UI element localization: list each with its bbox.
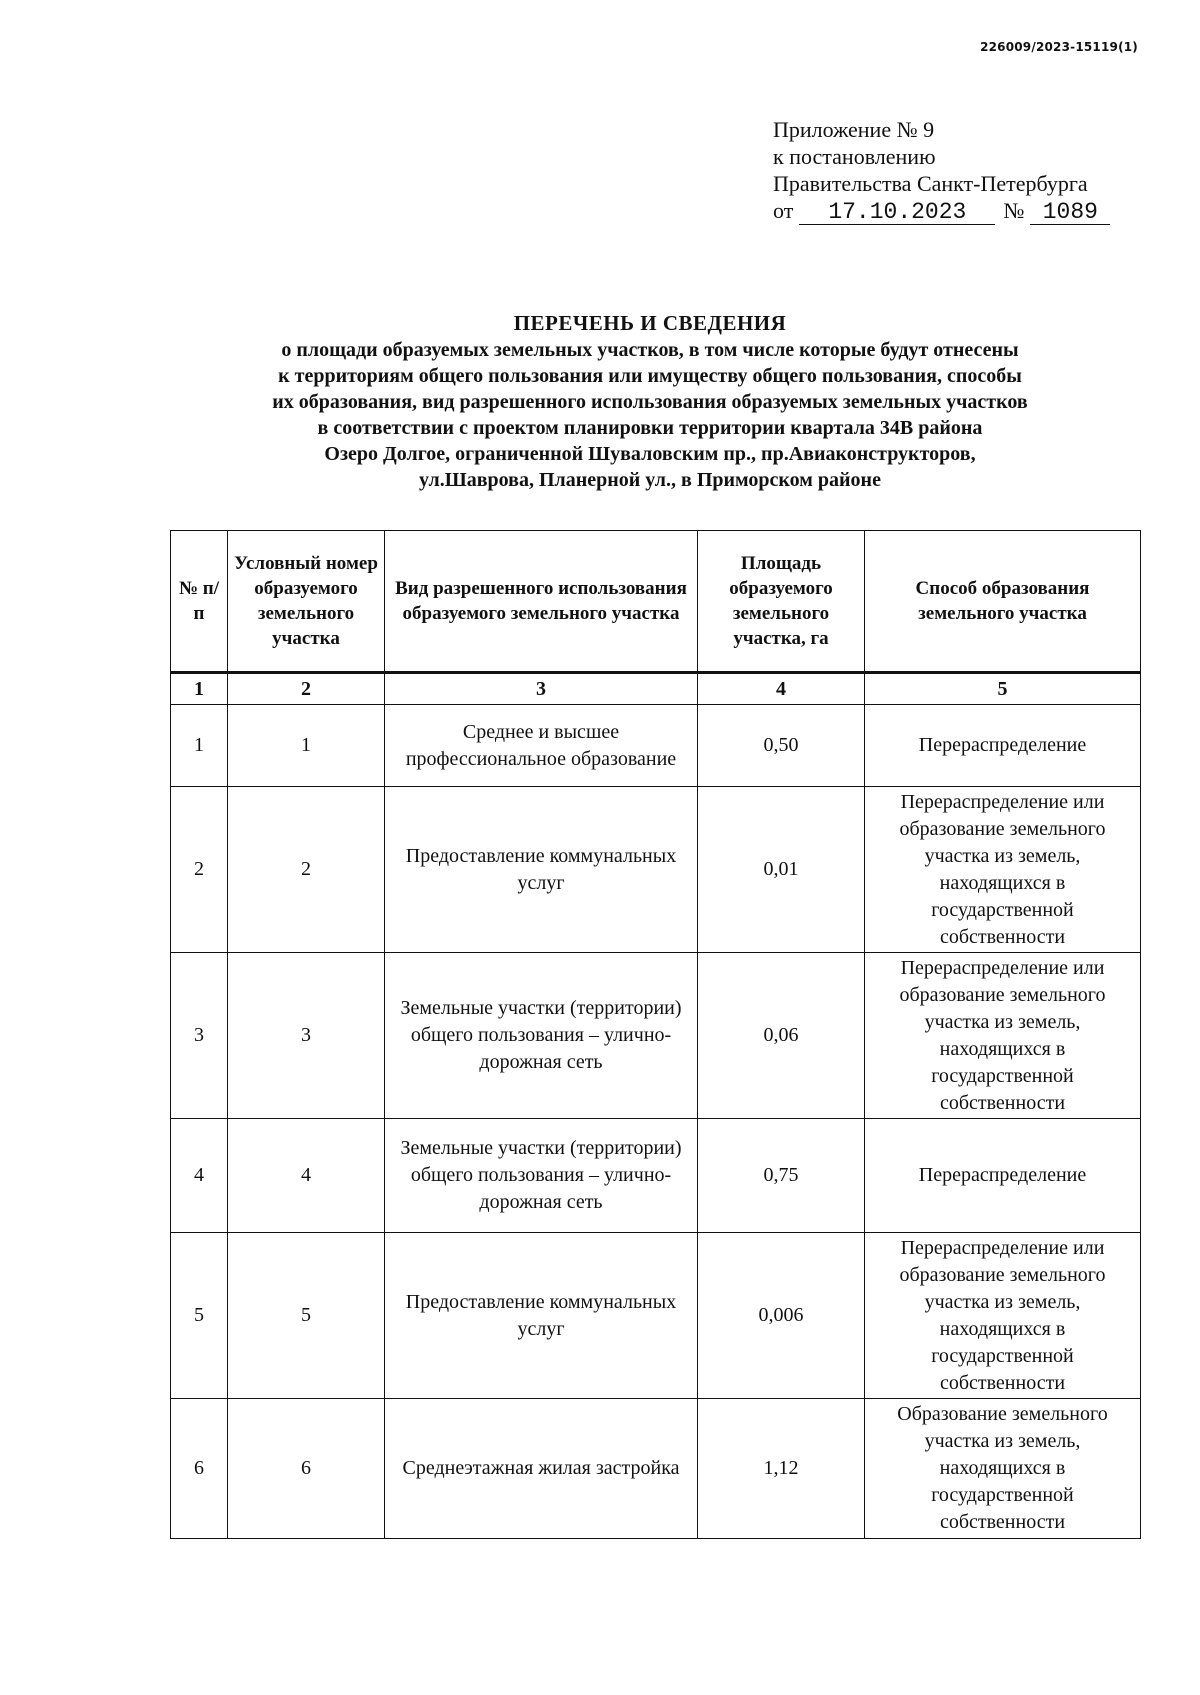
cell-index: 2 xyxy=(171,787,228,953)
header-cell-plot-number: Условный номер образуемого земельного участка xyxy=(228,531,385,673)
cell-method: Перераспределение или образование земельного участка из земель, находящихся в государственной собственности xyxy=(865,787,1141,953)
cell-plot-number: 3 xyxy=(228,953,385,1119)
cell-area: 0,50 xyxy=(698,705,865,787)
cell-method: Перераспределение или образование земельного участка из земель, находящихся в государственной собственности xyxy=(865,953,1141,1119)
cell-index: 6 xyxy=(171,1399,228,1539)
table-row xyxy=(171,705,1141,787)
cell-method: Перераспределение xyxy=(865,705,1141,787)
table-row xyxy=(171,1399,1141,1539)
table-row xyxy=(171,787,1141,953)
cell-index: 5 xyxy=(171,1233,228,1399)
appendix-line-1: Приложение № 9 xyxy=(773,117,935,142)
document-title xyxy=(150,309,1150,493)
cell-permitted-use: Среднее и высшее профессиональное образование xyxy=(385,705,698,787)
column-number: 2 xyxy=(228,673,385,705)
table-header-row xyxy=(171,531,1141,673)
header-cell-index: № п/п xyxy=(171,531,228,673)
appendix-date-line xyxy=(773,197,1110,225)
cell-permitted-use: Земельные участки (территории) общего пользования – улично-дорожная сеть xyxy=(385,953,698,1119)
appendix-block xyxy=(773,116,1110,225)
column-number: 5 xyxy=(865,673,1141,705)
title-line: ул.Шаврова, Планерной ул., в Приморском районе xyxy=(419,469,881,491)
appendix-number: 1089 xyxy=(1030,200,1110,225)
cell-area: 0,006 xyxy=(698,1233,865,1399)
table-row xyxy=(171,1119,1141,1233)
title-line: в соответствии с проектом планировки территории квартала 34В района xyxy=(317,417,983,439)
cell-permitted-use: Предоставление коммунальных услуг xyxy=(385,1233,698,1399)
header-cell-method: Способ образования земельного участка xyxy=(865,531,1141,673)
cell-plot-number: 6 xyxy=(228,1399,385,1539)
cell-index: 4 xyxy=(171,1119,228,1233)
cell-index: 3 xyxy=(171,953,228,1119)
cell-permitted-use: Предоставление коммунальных услуг xyxy=(385,787,698,953)
document-id: 226009/2023-15119(1) xyxy=(980,40,1138,54)
title-line: к территориям общего пользования или имуществу общего пользования, способы xyxy=(278,365,1022,387)
title-main: ПЕРЕЧЕНЬ И СВЕДЕНИЯ xyxy=(513,311,787,335)
title-line: о площади образуемых земельных участков, в том числе которые будут отнесены xyxy=(281,339,1019,361)
column-number: 4 xyxy=(698,673,865,705)
cell-permitted-use: Земельные участки (территории) общего пользования – улично-дорожная сеть xyxy=(385,1119,698,1233)
cell-plot-number: 2 xyxy=(228,787,385,953)
cell-plot-number: 4 xyxy=(228,1119,385,1233)
column-number: 1 xyxy=(171,673,228,705)
title-line: Озеро Долгое, ограниченной Шуваловским пр., пр.Авиаконструкторов, xyxy=(324,443,976,465)
appendix-from-label: от xyxy=(773,198,794,223)
title-line: их образования, вид разрешенного использования образуемых земельных участков xyxy=(272,391,1028,413)
cell-method: Перераспределение xyxy=(865,1119,1141,1233)
column-number: 3 xyxy=(385,673,698,705)
cell-plot-number: 5 xyxy=(228,1233,385,1399)
cell-area: 0,06 xyxy=(698,953,865,1119)
cell-method: Образование земельного участка из земель, находящихся в государственной собственности xyxy=(865,1399,1141,1539)
header-cell-area: Площадь образуемого земельного участка, га xyxy=(698,531,865,673)
appendix-line-2: к постановлению xyxy=(773,144,936,169)
table-row xyxy=(171,953,1141,1119)
cell-method: Перераспределение или образование земельного участка из земель, находящихся в государственной собственности xyxy=(865,1233,1141,1399)
column-number-row xyxy=(171,673,1141,705)
cell-permitted-use: Среднеэтажная жилая застройка xyxy=(385,1399,698,1539)
cell-area: 0,01 xyxy=(698,787,865,953)
plots-table xyxy=(170,530,1141,1539)
appendix-date: 17.10.2023 xyxy=(799,200,995,225)
header-cell-permitted-use: Вид разрешенного использования образуемого земельного участка xyxy=(385,531,698,673)
appendix-line-3: Правительства Санкт-Петербурга xyxy=(773,171,1088,196)
table-row xyxy=(171,1233,1141,1399)
title-subtitle xyxy=(150,337,1150,493)
cell-area: 0,75 xyxy=(698,1119,865,1233)
cell-area: 1,12 xyxy=(698,1399,865,1539)
appendix-number-label: № xyxy=(1003,198,1025,223)
cell-plot-number: 1 xyxy=(228,705,385,787)
cell-index: 1 xyxy=(171,705,228,787)
